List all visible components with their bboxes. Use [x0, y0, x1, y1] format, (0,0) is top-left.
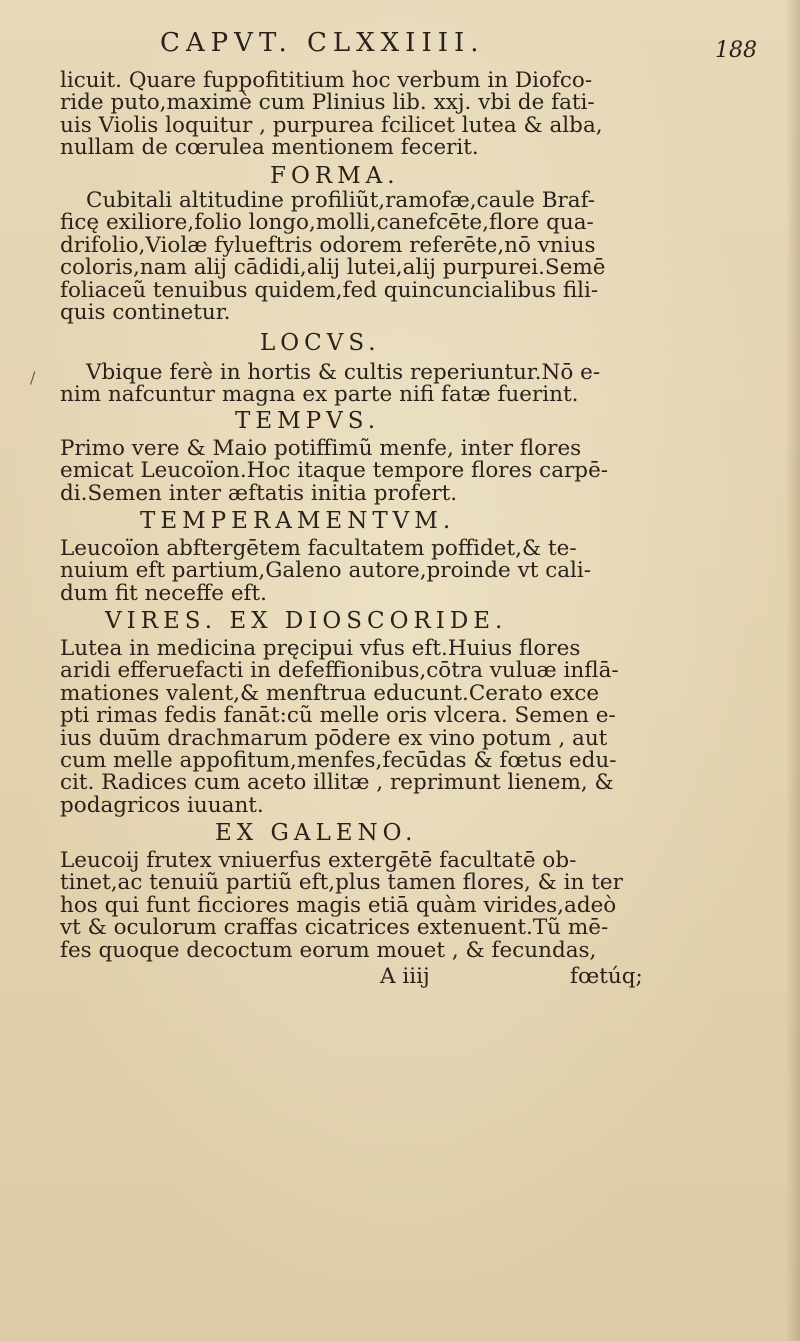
- text-line: licuit. Quare fuppofititium hoc verbum in Diofco-: [60, 68, 593, 93]
- text-line: Vbique ferè in hortis & cultis reperiuntur.Nō e-: [86, 360, 601, 385]
- text-line: emicat Leucoïon.Hoc itaque tempore flores carpē-: [60, 458, 609, 484]
- section-heading: TEMPVS.: [235, 408, 381, 434]
- text-line: aridi efferuefacti in defeffionibus,cōtra vuluæ inflā-: [60, 658, 619, 684]
- text-line: cum melle appofitum,menfes,fecūdas & fœtus edu-: [60, 748, 617, 773]
- text-line: drifolio,Violæ fylueftris odorem referēte,nō vnius: [60, 232, 596, 258]
- text-line: podagricos iuuant.: [60, 792, 264, 818]
- text-line: quis continetur.: [60, 300, 231, 325]
- text-line: foliaceũ tenuibus quidem,fed quincuncialibus fili-: [60, 277, 599, 303]
- text-line: Leucoïon abftergētem facultatem poffidet,& te-: [60, 536, 577, 561]
- text-line: hos qui funt ficciores magis etiā quàm virides,adeò: [60, 892, 617, 918]
- section-heading: FORMA.: [270, 163, 400, 189]
- section-heading: LOCVS.: [260, 330, 381, 356]
- text-line: fes quoque decoctum eorum mouet , & fecundas,: [60, 937, 597, 963]
- text-line: di.Semen inter æftatis initia profert.: [60, 480, 458, 506]
- text-line: dum fit neceffe eft.: [60, 580, 267, 606]
- text-line: Primo vere & Maio potiffimũ menfe, inter flores: [60, 436, 582, 461]
- text-line: nullam de cœrulea mentionem fecerit.: [60, 135, 479, 161]
- text-line: tinet,ac tenuiũ partiũ eft,plus tamen flores, & in ter: [60, 870, 623, 896]
- text-line: ficę exiliore,folio longo,molli,canefcēte,flore qua-: [60, 210, 594, 236]
- section-heading: EX GALENO.: [215, 820, 418, 846]
- page-number: 188: [715, 38, 757, 63]
- page-edge-shadow: [786, 0, 800, 1341]
- section-heading: TEMPERAMENTVM.: [140, 508, 456, 534]
- text-line: nuium eft partium,Galeno autore,proinde vt cali-: [60, 558, 592, 584]
- catchword: fœtúq;: [570, 964, 643, 989]
- text-line: ius duūm drachmarum pōdere ex vino potum , aut: [60, 725, 608, 751]
- text-line: Lutea in medicina pręcipui vfus eft.Huius flores: [60, 636, 581, 661]
- text-line: Cubitali altitudine profiliũt,ramofæ,caule Braf-: [86, 188, 596, 213]
- text-line: nim nafcuntur magna ex parte nifi fatæ fuerint.: [60, 382, 579, 408]
- signature-mark: A iiij: [380, 964, 430, 989]
- text-line: coloris,nam alij cādidi,alij lutei,alij purpurei.Semē: [60, 255, 606, 281]
- text-line: ride puto,maximè cum Plinius lib. xxj. vbi de fati-: [60, 90, 595, 116]
- text-line: cit. Radices cum aceto illitæ , reprimunt lienem, &: [60, 770, 614, 796]
- running-head: CAPVT. CLXXIIII.: [160, 28, 485, 58]
- text-line: uis Violis loquitur , purpurea fcilicet lutea & alba,: [60, 112, 603, 138]
- margin-stroke: /: [30, 368, 36, 387]
- text-line: mationes valent,& menftrua educunt.Cerato exce: [60, 680, 600, 706]
- text-line: Leucoij frutex vniuerfus extergētē facultatē ob-: [60, 848, 577, 873]
- text-line: pti rimas fedis fanāt:cũ melle oris vlcera. Semen e-: [60, 703, 616, 729]
- text-line: vt & oculorum craffas cicatrices extenuent.Tũ mē-: [60, 915, 609, 941]
- section-heading: VIRES. EX DIOSCORIDE.: [105, 608, 508, 634]
